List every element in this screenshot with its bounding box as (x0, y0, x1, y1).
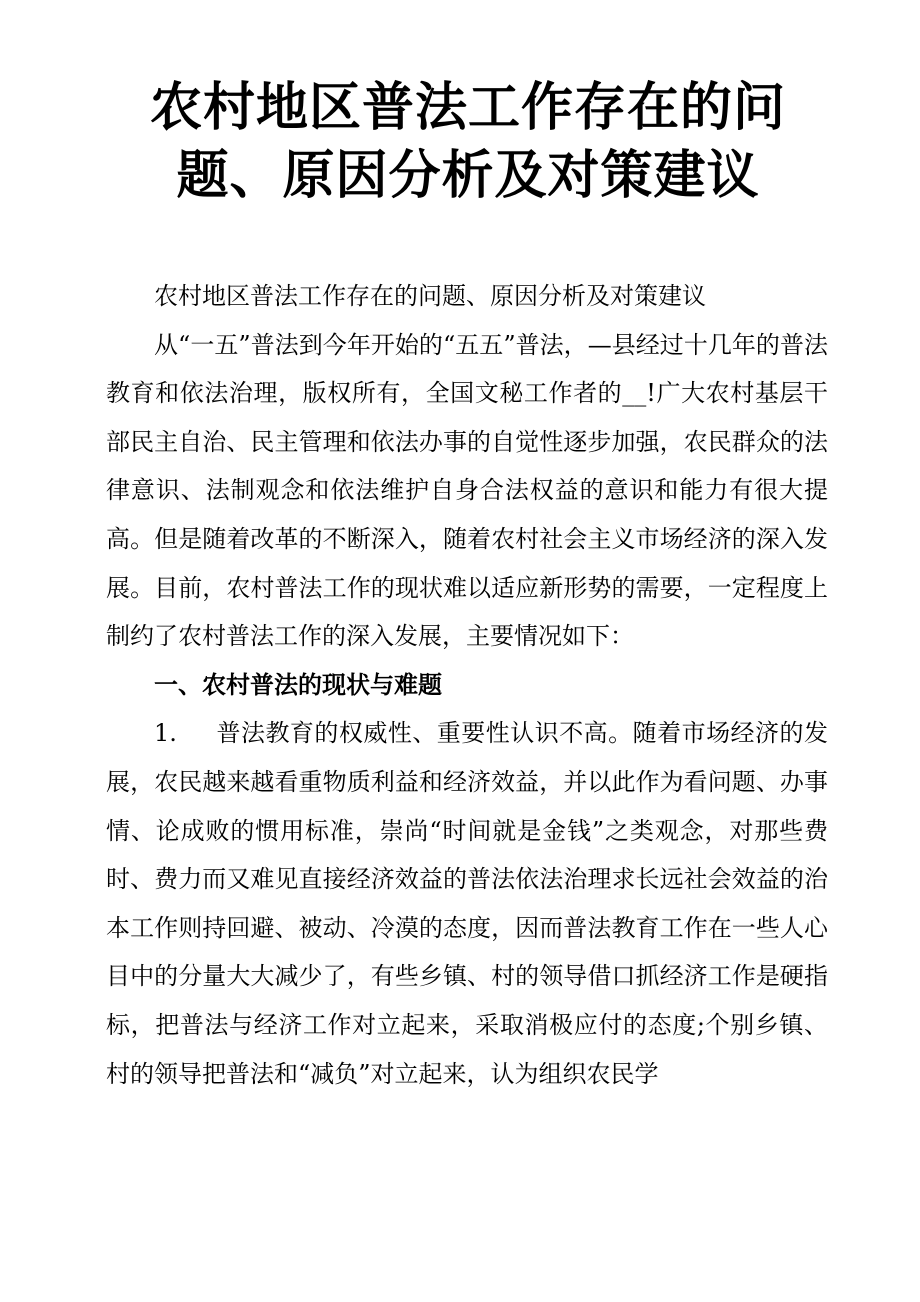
subtitle-paragraph: 农村地区普法工作存在的问题、原因分析及对策建议 (154, 282, 706, 310)
section-heading: 一、农村普法的现状与难题 (154, 669, 442, 699)
list-item-text: 普法教育的权威性、重要性认识不高。随着市场经济的发展，农民越来越看重物质利益和经济效益，并以此作为看问题、办事情、论成败的惯用标准，崇尚“时间就是金钱”之类观念，对那些费时、费力而又难见直接经济效益的普法依法治理求长远社会效益的治本工作则持回避、被动、冷漠的态度，因而普法教育工作在一些人心目中的分量大大减少了，有些乡镇、村的领导借口抓经济工作是硬指标，把普法与经济工作对立起来，采取消极应付的态度;个别乡镇、村的领导把普法和“减负”对立起来，认为组织农民学 (106, 719, 828, 1088)
document-title: 农村地区普法工作存在的问题、原因分析及对策建议 (149, 78, 786, 206)
list-item (106, 709, 828, 1098)
document-body (106, 272, 828, 1098)
list-item-number: 1. (154, 719, 177, 748)
intro-paragraph: 从“一五”普法到今年开始的“五五”普法，—县经过十几年的普法教育和依法治理，版权所有，全国文秘工作者的__!广大农村基层干部民主自治、民主管理和依法办事的自觉性逐步加强，农民群众的法律意识、法制观念和依法维护自身合法权益的意识和能力有很大提高。但是随着改革的不断深入，随着农村社会主义市场经济的深入发展。目前，农村普法工作的现状难以适应新形势的需要，一定程度上制约了农村普法工作的深入发展，主要情况如下： (106, 330, 828, 651)
